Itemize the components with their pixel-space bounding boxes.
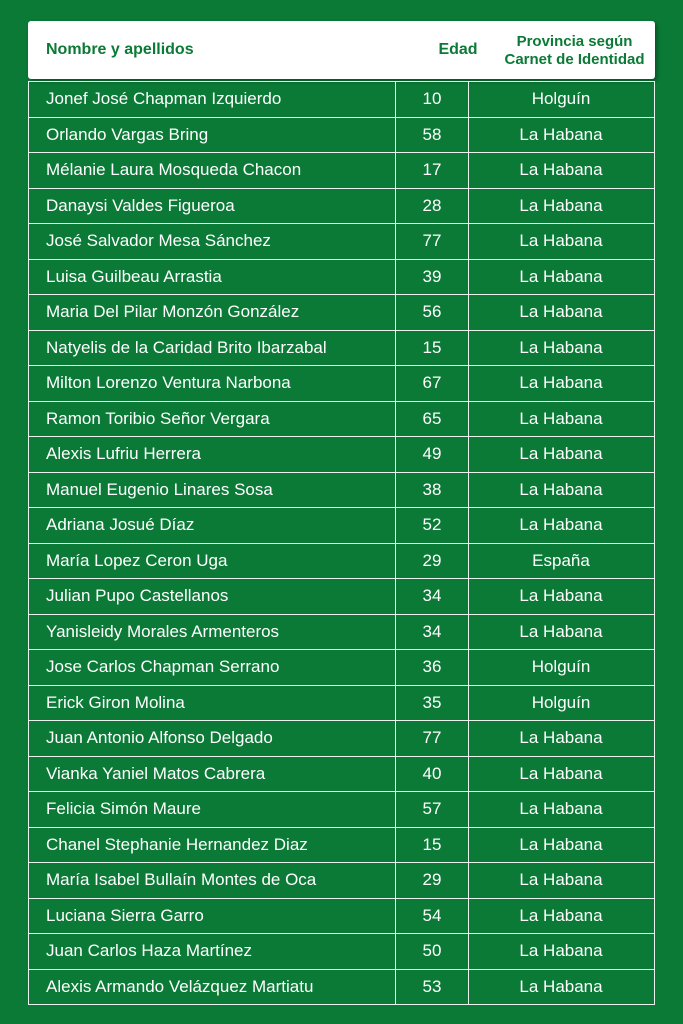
table-row: [28, 544, 655, 580]
header-name: Nombre y apellidos: [46, 41, 194, 58]
table-row: [28, 189, 655, 225]
cell-name: Luciana Sierra Garro: [46, 905, 204, 925]
cell-province: La Habana: [519, 302, 603, 321]
table-row: [28, 615, 655, 651]
cell-province: La Habana: [519, 124, 603, 144]
cell-province: La Habana: [519, 799, 603, 818]
table-body: [28, 81, 655, 1005]
cell-name: Danaysi Valdes Figueroa: [46, 195, 235, 215]
cell-name: María Isabel Bullaín Montes de Oca: [46, 870, 317, 889]
table-row: [28, 224, 655, 260]
table-row: [28, 757, 655, 793]
cell-age: 50: [395, 934, 469, 969]
header-province: [494, 33, 655, 69]
cell-name: Felicia Simón Maure: [46, 799, 201, 818]
cell-province: La Habana: [519, 621, 603, 641]
cell-province: La Habana: [519, 976, 603, 996]
cell-province: La Habana: [519, 373, 603, 392]
table-row: [28, 828, 655, 864]
cell-age: 35: [395, 686, 469, 721]
table-row: [28, 331, 655, 367]
cell-age: 29: [395, 863, 469, 898]
cell-age: 53: [395, 970, 469, 1005]
cell-name: Maria Del Pilar Monzón González: [46, 302, 300, 321]
cell-age: 28: [395, 189, 469, 224]
cell-province: La Habana: [519, 834, 603, 854]
table-row: [28, 402, 655, 438]
table-row: [28, 260, 655, 296]
cell-age: 17: [395, 153, 469, 188]
table-row: [28, 366, 655, 402]
cell-age: 54: [395, 899, 469, 934]
table-row: [28, 295, 655, 331]
cell-name: Juan Antonio Alfonso Delgado: [46, 728, 273, 747]
table-row: [28, 934, 655, 970]
cell-age: 49: [395, 437, 469, 472]
table-row: [28, 863, 655, 899]
cell-age: 34: [395, 615, 469, 650]
cell-name: Chanel Stephanie Hernandez Diaz: [46, 834, 308, 854]
cell-province: La Habana: [519, 408, 603, 428]
cell-age: 10: [395, 82, 469, 117]
header-age: Edad: [438, 41, 478, 58]
table-row: [28, 792, 655, 828]
cell-name: Juan Carlos Haza Martínez: [46, 941, 252, 960]
cell-age: 39: [395, 260, 469, 295]
cell-age: 15: [395, 331, 469, 366]
cell-province: La Habana: [519, 728, 603, 747]
cell-province: La Habana: [519, 195, 603, 215]
cell-name: Luisa Guilbeau Arrastia: [46, 266, 222, 286]
cell-name: Yanisleidy Morales Armenteros: [46, 621, 280, 641]
cell-name: Mélanie Laura Mosqueda Chacon: [46, 160, 302, 179]
cell-age: 52: [395, 508, 469, 543]
cell-province: Holguín: [531, 657, 591, 676]
cell-name: Milton Lorenzo Ventura Narbona: [46, 373, 291, 392]
header-province-line2: Carnet de Identidad: [504, 51, 645, 68]
cell-province: La Habana: [519, 763, 603, 783]
table-row: [28, 899, 655, 935]
cell-name: Vianka Yaniel Matos Cabrera: [46, 763, 266, 783]
cell-name: Alexis Armando Velázquez Martiatu: [46, 976, 314, 996]
cell-age: 36: [395, 650, 469, 685]
cell-province: La Habana: [519, 444, 603, 463]
cell-province: La Habana: [519, 586, 603, 605]
cell-age: 38: [395, 473, 469, 508]
cell-name: Natyelis de la Caridad Brito Ibarzabal: [46, 337, 327, 357]
cell-name: Julian Pupo Castellanos: [46, 586, 229, 605]
cell-name: María Lopez Ceron Uga: [46, 550, 228, 570]
table-row: [28, 508, 655, 544]
table-row: [28, 82, 655, 118]
cell-name: Erick Giron Molina: [46, 692, 185, 712]
cell-province: La Habana: [519, 160, 603, 179]
table-row: [28, 650, 655, 686]
cell-name: Ramon Toribio Señor Vergara: [46, 408, 270, 428]
cell-age: 77: [395, 224, 469, 259]
table-row: [28, 721, 655, 757]
table-row: [28, 579, 655, 615]
cell-age: 40: [395, 757, 469, 792]
table-row: [28, 686, 655, 722]
cell-province: La Habana: [519, 479, 603, 499]
cell-name: Jose Carlos Chapman Serrano: [46, 657, 280, 676]
cell-name: José Salvador Mesa Sánchez: [46, 231, 271, 250]
cell-name: Alexis Lufriu Herrera: [46, 444, 201, 463]
cell-name: Adriana Josué Díaz: [46, 515, 195, 534]
cell-province: La Habana: [519, 941, 603, 960]
cell-province: La Habana: [519, 266, 603, 286]
cell-name: Jonef José Chapman Izquierdo: [46, 89, 282, 108]
table-row: [28, 153, 655, 189]
table-header: [28, 21, 655, 79]
cell-province: España: [532, 550, 590, 570]
cell-province: La Habana: [519, 870, 603, 889]
cell-province: Holguín: [531, 89, 591, 108]
table-row: [28, 473, 655, 509]
header-province-line1: Provincia según: [516, 33, 633, 50]
cell-name: Manuel Eugenio Linares Sosa: [46, 479, 273, 499]
cell-age: 77: [395, 721, 469, 756]
cell-province: La Habana: [519, 337, 603, 357]
cell-name: Orlando Vargas Bring: [46, 124, 209, 144]
table-row: [28, 118, 655, 154]
cell-age: 57: [395, 792, 469, 827]
cell-age: 15: [395, 828, 469, 863]
cell-province: La Habana: [519, 905, 603, 925]
cell-age: 29: [395, 544, 469, 579]
cell-age: 58: [395, 118, 469, 153]
table-row: [28, 970, 655, 1006]
cell-province: La Habana: [519, 231, 603, 250]
cell-age: 34: [395, 579, 469, 614]
cell-province: Holguín: [531, 692, 591, 712]
cell-age: 65: [395, 402, 469, 437]
cell-age: 67: [395, 366, 469, 401]
cell-age: 56: [395, 295, 469, 330]
cell-province: La Habana: [519, 515, 603, 534]
table-row: [28, 437, 655, 473]
